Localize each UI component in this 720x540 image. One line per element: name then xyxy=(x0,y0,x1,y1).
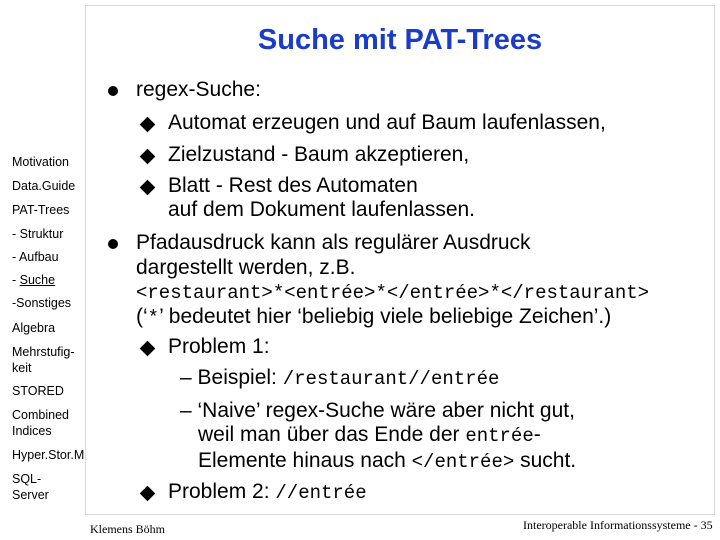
nav-struktur[interactable]: - Struktur xyxy=(12,227,64,241)
problem-1: Problem 1: xyxy=(168,335,270,358)
nav-combined-1[interactable]: Combined xyxy=(12,408,69,422)
nav-aufbau[interactable]: - Aufbau xyxy=(12,250,59,264)
nav-pattrees[interactable]: PAT-Trees xyxy=(12,203,70,217)
example-2-pre: weil man über das Ende der xyxy=(198,423,466,446)
nav-mehrstufig-2[interactable]: keit xyxy=(12,361,32,375)
problem-2-code: //entrée xyxy=(275,482,367,504)
bullet-pfadausdruck-2: dargestellt werden, z.B. xyxy=(136,256,356,279)
footer-course: Interoperable Informationssysteme - 35 xyxy=(523,518,713,532)
note-pre: (‘ xyxy=(136,305,148,328)
example-2-post: - xyxy=(533,423,541,446)
nav-dataguide[interactable]: Data.Guide xyxy=(12,179,76,193)
note-wildcard xyxy=(136,305,611,330)
example-2-line-1: – ‘Naive’ regex-Suche wäre aber nicht gut, xyxy=(180,399,575,422)
example-1-code: /restaurant//entrée xyxy=(282,368,500,390)
example-2-line-2 xyxy=(198,423,541,448)
nav-stored[interactable]: STORED xyxy=(12,384,64,398)
example-3-pre: Elemente hinaus nach xyxy=(198,449,412,472)
nav-suche-link[interactable]: Suche xyxy=(19,273,56,287)
bullet-regex-suche: regex-Suche: xyxy=(136,78,261,101)
bullet-pfadausdruck-1: Pfadausdruck kann als regulärer Ausdruck xyxy=(136,231,531,254)
nav-hyperstorm[interactable]: Hyper.Stor.M xyxy=(12,448,85,462)
bullet-dot-icon xyxy=(108,239,118,249)
example-2-line-3 xyxy=(198,449,576,474)
sub-automat: Automat erzeugen und auf Baum laufenlassen, xyxy=(168,111,606,134)
example-1 xyxy=(180,366,499,391)
example-3-code: </entrée> xyxy=(411,451,515,473)
sub-blatt-1: Blatt - Rest des Automaten xyxy=(168,174,418,197)
footer-author: Klemens Böhm xyxy=(90,522,165,536)
sub-blatt-2: auf dem Dokument laufenlassen. xyxy=(168,198,476,221)
example-3-post: sucht. xyxy=(514,449,577,472)
bullet-dot-icon xyxy=(108,86,118,96)
nav-sql-2[interactable]: Server xyxy=(12,488,49,502)
nav-combined-2[interactable]: Indices xyxy=(12,424,52,438)
slide-title: Suche mit PAT-Trees xyxy=(257,24,543,56)
example-2-code: entrée xyxy=(465,425,534,447)
nav-mehrstufig-1[interactable]: Mehrstufig- xyxy=(12,345,75,359)
problem-2-pre: Problem 2: xyxy=(168,480,276,503)
problem-2 xyxy=(168,480,367,505)
nav-suche-prefix: - xyxy=(12,273,20,287)
nav-algebra[interactable]: Algebra xyxy=(12,321,56,335)
note-code: * xyxy=(147,307,160,329)
example-1-pre: – Beispiel: xyxy=(180,366,283,389)
nav-suche[interactable] xyxy=(12,272,55,288)
nav-motivation[interactable]: Motivation xyxy=(12,155,69,169)
code-example: <restaurant>*<entrée>*</entrée>*</restaurant> xyxy=(136,282,650,304)
nav-sql-1[interactable]: SQL- xyxy=(12,472,42,486)
sub-zielzustand: Zielzustand - Baum akzeptieren, xyxy=(168,143,470,166)
note-post: ’ bedeutet hier ‘beliebig viele beliebige Zeichen’.) xyxy=(159,305,612,328)
nav-sonstiges[interactable]: -Sonstiges xyxy=(12,296,72,310)
